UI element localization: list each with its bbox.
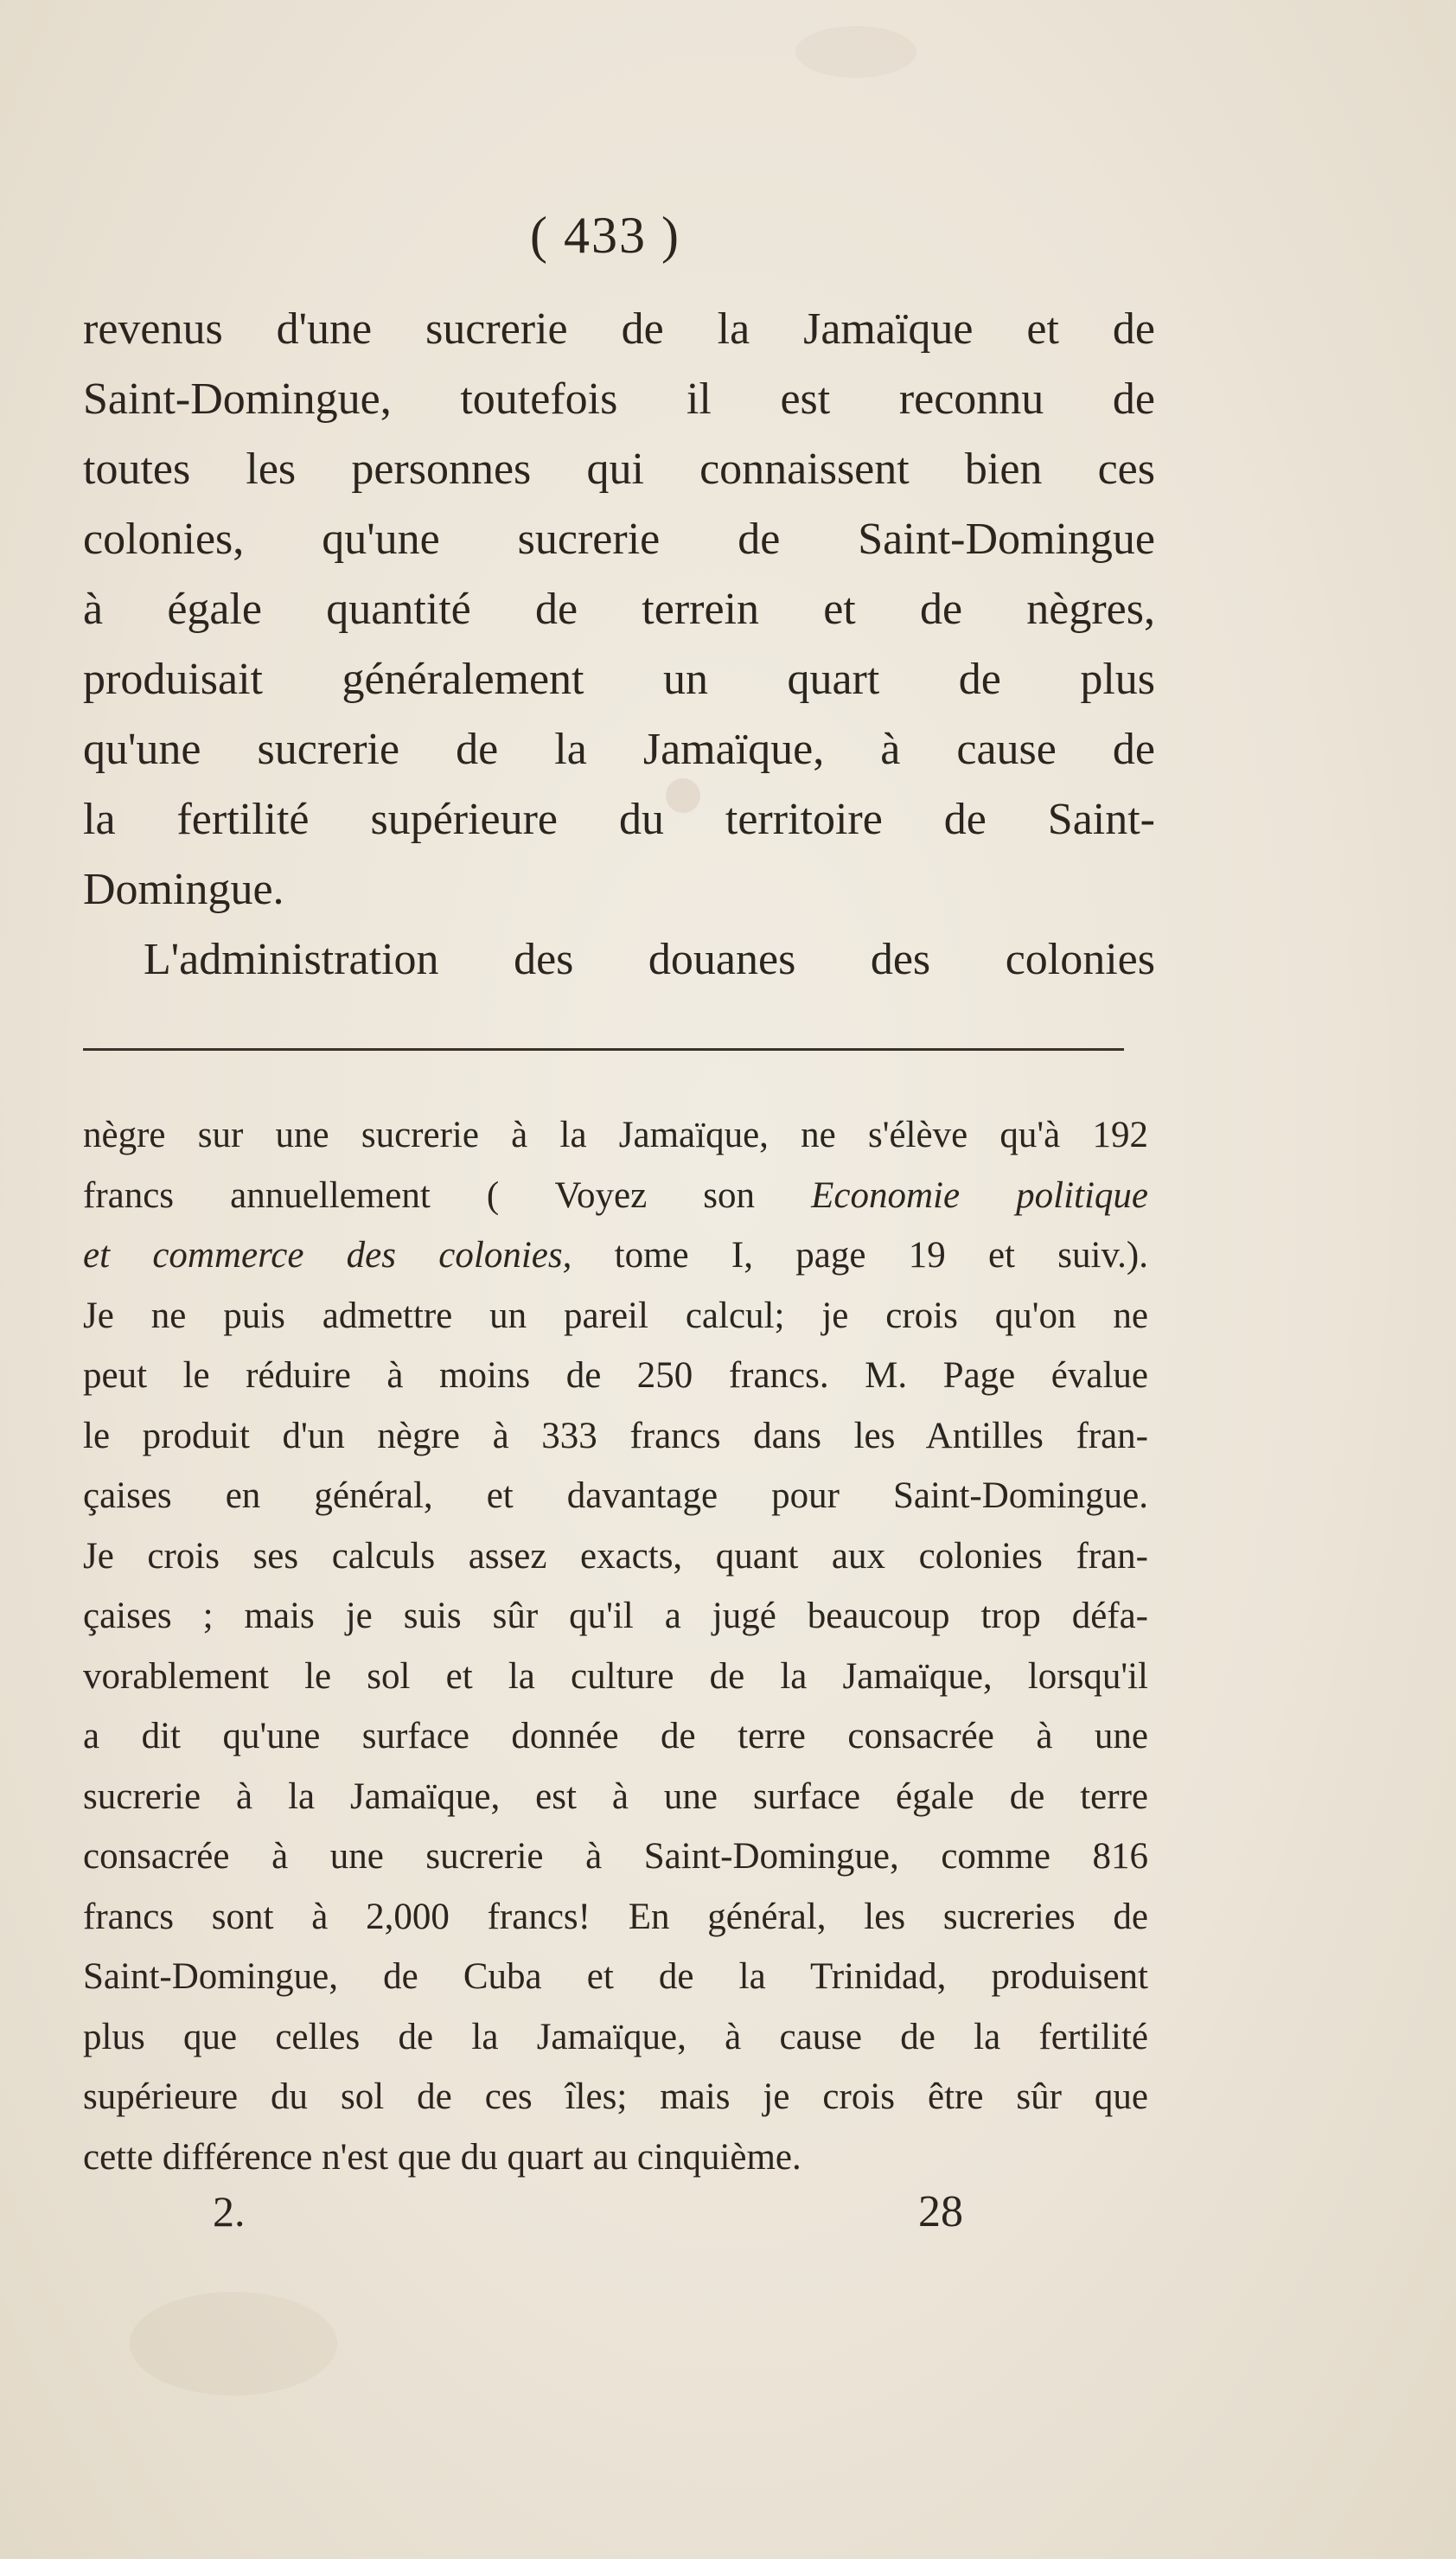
- footnote-line: consacrée à une sucrerie à Saint-Domingue, comme 816: [83, 1836, 1148, 1877]
- footnote-text: tome I, page 19 et suiv.).: [572, 1235, 1148, 1276]
- footnote-line: Saint-Domingue, de Cuba et de la Trinidad, produisent: [83, 1956, 1148, 1997]
- footnote-line: sucrerie à la Jamaïque, est à une surface égale de terre: [83, 1775, 1148, 1817]
- text-line: colonies, qu'une sucrerie de Saint-Domingue: [83, 515, 1155, 564]
- footnote-line: [83, 1166, 1148, 1226]
- main-text: [83, 294, 1155, 995]
- footnote-line: cette différence n'est que du quart au cinquième.: [83, 2136, 801, 2178]
- footnote-line: peut le réduire à moins de 250 francs. M. Page évalue: [83, 1355, 1148, 1396]
- footnote-line: çaises ; mais je suis sûr qu'il a jugé beaucoup trop défa-: [83, 1596, 1148, 1636]
- footnote-line: vorablement le sol et la culture de la Jamaïque, lorsqu'il: [83, 1655, 1148, 1697]
- text-line: toutes les personnes qui connaissent bien ces: [83, 445, 1155, 494]
- folio-number: 28: [918, 2187, 963, 2236]
- footnote-divider: [83, 1048, 1124, 1051]
- footnote-line: francs sont à 2,000 francs! En général, les sucreries de: [83, 1896, 1148, 1937]
- footnote-line: [83, 1225, 1148, 1286]
- signature-mark: 2.: [213, 2187, 246, 2236]
- page-number: ( 433 ): [530, 207, 680, 264]
- paper-stain: [130, 2292, 337, 2396]
- text-line: Saint-Domingue, toutefois il est reconnu de: [83, 374, 1155, 424]
- text-line: L'administration des douanes des colonies: [144, 935, 1155, 984]
- footnote-line: Je crois ses calculs assez exacts, quant aux colonies fran-: [83, 1535, 1148, 1577]
- footnote-line: Je ne puis admettre un pareil calcul; je crois qu'on ne: [83, 1295, 1148, 1336]
- text-line: à égale quantité de terrein et de nègres,: [83, 585, 1155, 634]
- footnote-line: le produit d'un nègre à 333 francs dans les Antilles fran-: [83, 1415, 1148, 1456]
- footnote-line: a dit qu'une surface donnée de terre consacrée à une: [83, 1716, 1148, 1756]
- footnote-line: nègre sur une sucrerie à la Jamaïque, ne s'élève qu'à 192: [83, 1115, 1148, 1155]
- footnote-line: çaises en général, et davantage pour Saint-Domingue.: [83, 1475, 1148, 1516]
- text-line: qu'une sucrerie de la Jamaïque, à cause de: [83, 725, 1155, 774]
- text-line: produisait généralement un quart de plus: [83, 655, 1155, 704]
- book-title: Economie politique: [811, 1174, 1148, 1216]
- footnote: [83, 1105, 1148, 2187]
- footnote-text: francs annuellement ( Voyez son: [83, 1174, 812, 1216]
- footnote-line: supérieure du sol de ces îles; mais je crois être sûr que: [83, 2076, 1148, 2117]
- text-line: la fertilité supérieure du territoire de Saint-: [83, 795, 1155, 844]
- paper-stain: [795, 26, 916, 78]
- footnote-line: plus que celles de la Jamaïque, à cause de la fertilité: [83, 2016, 1148, 2057]
- book-title: et commerce des colonies,: [83, 1235, 572, 1276]
- text-line: revenus d'une sucrerie de la Jamaïque et de: [83, 304, 1155, 354]
- text-line: Domingue.: [83, 865, 284, 914]
